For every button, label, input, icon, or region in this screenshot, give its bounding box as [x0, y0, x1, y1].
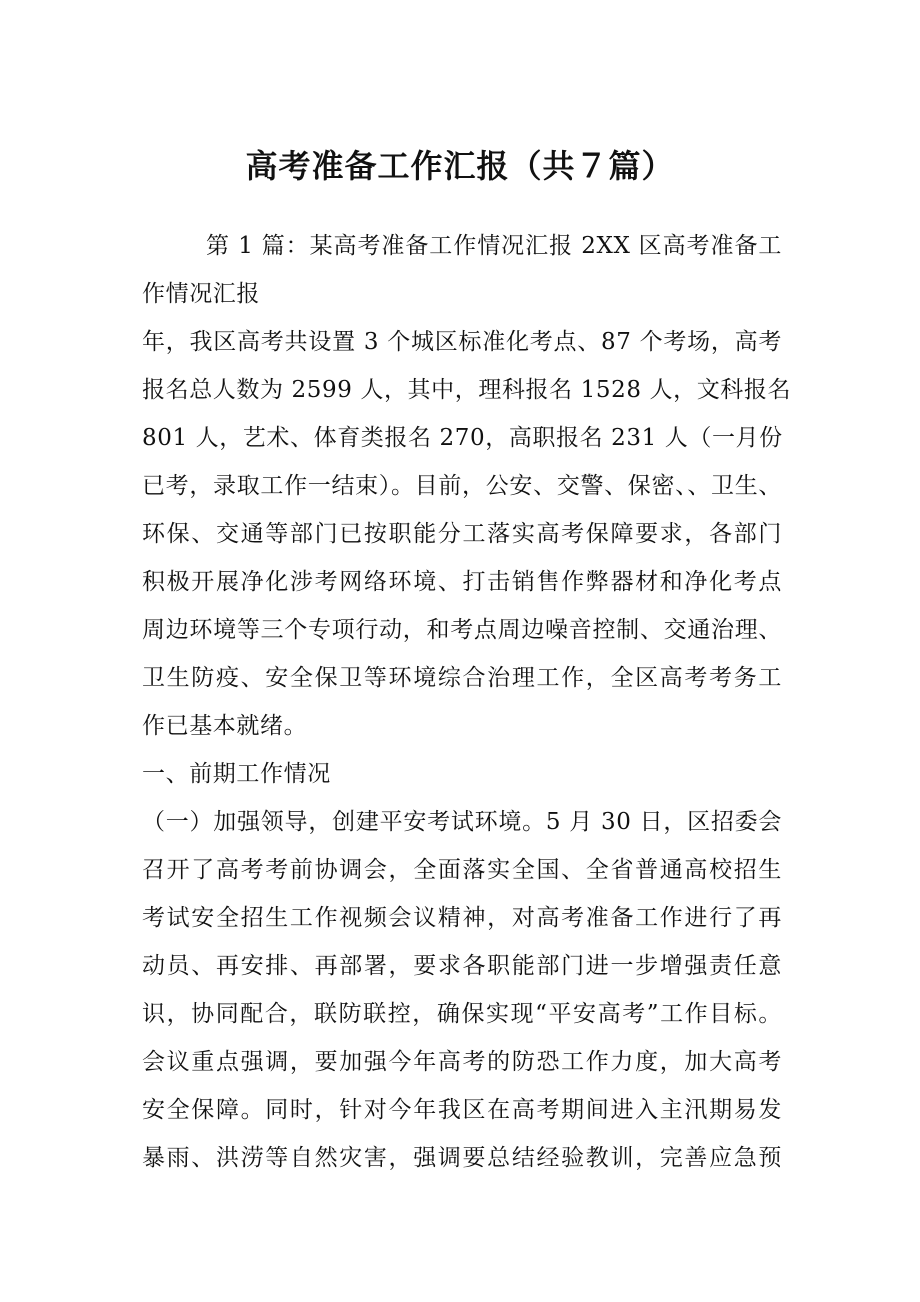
paragraph-line: 801 人，艺术、体育类报名 270，高职报名 231 人（一月份	[142, 425, 783, 451]
paragraph-line: 环保、交通等部门已按职能分工落实高考保障要求，各部门	[142, 521, 782, 547]
paragraph-line: 暴雨、洪涝等自然灾害，强调要总结经验教训，完善应急预	[142, 1145, 782, 1171]
paragraph-line: 第 1 篇：某高考准备工作情况汇报 2XX 区高考准备工	[206, 233, 782, 259]
paragraph-line: 年，我区高考共设置 3 个城区标准化考点、87 个考场，高考	[142, 329, 782, 355]
paragraph-line: 卫生防疫、安全保卫等环境综合治理工作，全区高考考务工	[142, 665, 782, 691]
paragraph-line: （一）加强领导，创建平安考试环境。5 月 30 日，区招委会	[142, 809, 782, 835]
paragraph-line: 考试安全招生工作视频会议精神，对高考准备工作进行了再	[142, 905, 782, 931]
paragraph-line: 作已基本就绪。	[142, 713, 308, 739]
paragraph-line: 报名总人数为 2599 人，其中，理科报名 1528 人，文科报名	[142, 377, 792, 403]
paragraph-line: 召开了高考考前协调会，全面落实全国、全省普通高校招生	[142, 857, 782, 883]
paragraph-line: 已考，录取工作一结束）。目前，公安、交警、保密、、卫生、	[142, 473, 782, 499]
paragraph-line: 动员、再安排、再部署，要求各职能部门进一步增强责任意	[142, 953, 782, 979]
section-heading: 一、前期工作情况	[142, 761, 331, 787]
paragraph-line: 会议重点强调，要加强今年高考的防恐工作力度，加大高考	[142, 1049, 782, 1075]
paragraph-line: 安全保障。同时，针对今年我区在高考期间进入主汛期易发	[142, 1097, 782, 1123]
document-title: 高考准备工作汇报（共７篇）	[245, 147, 675, 185]
paragraph-line: 积极开展净化涉考网络环境、打击销售作弊器材和净化考点	[142, 569, 782, 595]
paragraph-line: 识，协同配合，联防联控，确保实现“平安高考”工作目标。	[142, 1001, 782, 1027]
paragraph-line: 周边环境等三个专项行动，和考点周边噪音控制、交通治理、	[142, 617, 782, 643]
paragraph-line: 作情况汇报	[142, 281, 260, 307]
